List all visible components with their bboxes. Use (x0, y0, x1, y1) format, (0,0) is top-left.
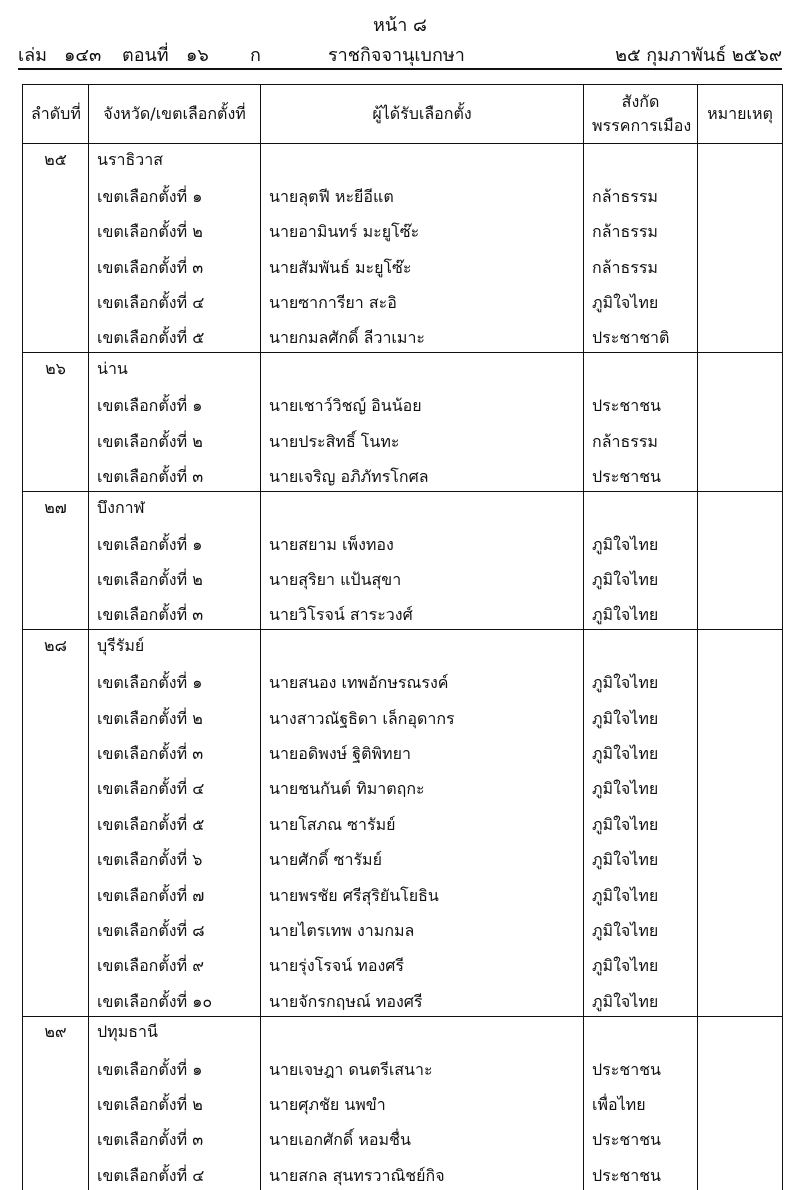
volume-label: เล่ม (18, 45, 48, 66)
party-cell: ประชาชน (584, 1154, 698, 1189)
province-party-empty (584, 353, 698, 385)
party-cell: ประชาชน (584, 1119, 698, 1154)
col-header-order: ลำดับที่ (23, 85, 89, 144)
remarks-cell (698, 420, 783, 455)
order-cell-empty (23, 559, 89, 594)
party-cell: ภูมิใจไทย (584, 559, 698, 594)
party-cell: ประชาชาติ (584, 317, 698, 353)
province-elected-empty (261, 1016, 584, 1048)
order-cell-empty (23, 420, 89, 455)
remarks-cell (698, 559, 783, 594)
order-cell-empty (23, 1048, 89, 1083)
order-cell-empty (23, 385, 89, 420)
table-row (23, 456, 783, 492)
col-header-party (584, 85, 698, 144)
order-cell-empty (23, 803, 89, 838)
order-cell-empty (23, 910, 89, 945)
district-cell: เขตเลือกตั้งที่ ๑ (89, 385, 261, 420)
district-cell: เขตเลือกตั้งที่ ๑ (89, 175, 261, 210)
remarks-cell (698, 662, 783, 697)
table-row (23, 594, 783, 630)
province-note-empty (698, 353, 783, 385)
table-row (23, 1048, 783, 1083)
remarks-cell (698, 697, 783, 732)
party-cell: ประชาชน (584, 1048, 698, 1083)
table-row (23, 874, 783, 909)
province-party-empty (584, 144, 698, 176)
party-cell: ภูมิใจไทย (584, 945, 698, 980)
table-header-row (23, 85, 783, 144)
elected-name-cell: นายพรชัย ศรีสุริยันโยธิน (261, 874, 584, 909)
elected-name-cell: นายศักดิ์ ซารัมย์ (261, 839, 584, 874)
order-cell-empty (23, 456, 89, 492)
table-body (23, 144, 783, 1190)
party-cell: ประชาชน (584, 385, 698, 420)
district-cell: เขตเลือกตั้งที่ ๓ (89, 456, 261, 492)
province-party-empty (584, 491, 698, 523)
table-row (23, 1084, 783, 1119)
district-cell: เขตเลือกตั้งที่ ๒ (89, 1084, 261, 1119)
province-number: ๒๗ (23, 491, 89, 523)
elected-name-cell: นายสยาม เพ็งทอง (261, 523, 584, 558)
elected-name-cell: นางสาวณัฐธิดา เล็กอุดากร (261, 697, 584, 732)
table-row (23, 175, 783, 210)
elected-name-cell: นายเอกศักดิ์ หอมชื่น (261, 1119, 584, 1154)
elected-members-table (22, 84, 783, 1190)
table-row (23, 697, 783, 732)
order-cell-empty (23, 175, 89, 210)
district-cell: เขตเลือกตั้งที่ ๑ (89, 1048, 261, 1083)
remarks-cell (698, 211, 783, 246)
province-note-empty (698, 630, 783, 662)
table-row (23, 559, 783, 594)
col-header-party-line2: พรรคการเมือง (592, 116, 692, 135)
remarks-cell (698, 803, 783, 838)
elected-name-cell: นายสนอง เทพอักษรณรงค์ (261, 662, 584, 697)
table-row (23, 803, 783, 838)
order-cell-empty (23, 523, 89, 558)
elected-name-cell: นายวิโรจน์ สาระวงศ์ (261, 594, 584, 630)
province-party-empty (584, 630, 698, 662)
district-cell: เขตเลือกตั้งที่ ๑๐ (89, 980, 261, 1016)
issue-date: ๒๕ กุมภาพันธ์ ๒๕๖๙ (615, 45, 782, 66)
elected-name-cell: นายลุตฟี หะยีอีแต (261, 175, 584, 210)
province-note-empty (698, 1016, 783, 1048)
province-note-empty (698, 144, 783, 176)
province-name: ปทุมธานี (89, 1016, 261, 1048)
gazette-title: ราชกิจจานุเบกษา (328, 45, 465, 66)
remarks-cell (698, 523, 783, 558)
elected-name-cell: นายเชาว์วิชญ์ อินน้อย (261, 385, 584, 420)
elected-name-cell: นายชนกันต์ ทิมาตฤกะ (261, 768, 584, 803)
table-row (23, 945, 783, 980)
order-cell-empty (23, 733, 89, 768)
elected-name-cell: นายจักรกฤษณ์ ทองศรี (261, 980, 584, 1016)
province-number: ๒๘ (23, 630, 89, 662)
table-row (23, 980, 783, 1016)
party-cell: ภูมิใจไทย (584, 282, 698, 317)
province-name: บุรีรัมย์ (89, 630, 261, 662)
order-cell-empty (23, 246, 89, 281)
party-cell: กล้าธรรม (584, 420, 698, 455)
party-cell: ภูมิใจไทย (584, 733, 698, 768)
elected-name-cell: นายอดิพงษ์ ฐิติพิทยา (261, 733, 584, 768)
elected-name-cell: นายประสิทธิ์ โนทะ (261, 420, 584, 455)
province-note-empty (698, 491, 783, 523)
remarks-cell (698, 733, 783, 768)
remarks-cell (698, 175, 783, 210)
district-cell: เขตเลือกตั้งที่ ๓ (89, 733, 261, 768)
district-cell: เขตเลือกตั้งที่ ๒ (89, 697, 261, 732)
district-cell: เขตเลือกตั้งที่ ๔ (89, 282, 261, 317)
elected-name-cell: นายไตรเทพ งามกมล (261, 910, 584, 945)
elected-name-cell: นายศุภชัย นพขำ (261, 1084, 584, 1119)
party-cell: กล้าธรรม (584, 211, 698, 246)
table-row (23, 385, 783, 420)
remarks-cell (698, 768, 783, 803)
part-label: ตอนที่ (122, 45, 169, 66)
party-cell: ภูมิใจไทย (584, 910, 698, 945)
province-row (23, 1016, 783, 1048)
province-elected-empty (261, 353, 584, 385)
table-row (23, 317, 783, 353)
table-row (23, 662, 783, 697)
header-rule (18, 68, 782, 70)
remarks-cell (698, 594, 783, 630)
remarks-cell (698, 1119, 783, 1154)
remarks-cell (698, 456, 783, 492)
district-cell: เขตเลือกตั้งที่ ๕ (89, 803, 261, 838)
party-cell: เพื่อไทย (584, 1084, 698, 1119)
part-suffix: ก (250, 45, 261, 66)
district-cell: เขตเลือกตั้งที่ ๑ (89, 662, 261, 697)
remarks-cell (698, 1048, 783, 1083)
table-row (23, 211, 783, 246)
district-cell: เขตเลือกตั้งที่ ๖ (89, 839, 261, 874)
province-name: น่าน (89, 353, 261, 385)
table-row (23, 910, 783, 945)
district-cell: เขตเลือกตั้งที่ ๘ (89, 910, 261, 945)
party-cell: ภูมิใจไทย (584, 594, 698, 630)
order-cell-empty (23, 211, 89, 246)
elected-name-cell: นายอามินทร์ มะยูโซ๊ะ (261, 211, 584, 246)
province-number: ๒๖ (23, 353, 89, 385)
remarks-cell (698, 1084, 783, 1119)
district-cell: เขตเลือกตั้งที่ ๓ (89, 1119, 261, 1154)
order-cell-empty (23, 768, 89, 803)
district-cell: เขตเลือกตั้งที่ ๑ (89, 523, 261, 558)
district-cell: เขตเลือกตั้งที่ ๔ (89, 1154, 261, 1189)
elected-name-cell: นายรุ่งโรจน์ ทองศรี (261, 945, 584, 980)
party-cell: กล้าธรรม (584, 175, 698, 210)
order-cell-empty (23, 945, 89, 980)
province-row (23, 630, 783, 662)
district-cell: เขตเลือกตั้งที่ ๒ (89, 559, 261, 594)
order-cell-empty (23, 697, 89, 732)
district-cell: เขตเลือกตั้งที่ ๒ (89, 211, 261, 246)
remarks-cell (698, 246, 783, 281)
party-cell: ภูมิใจไทย (584, 980, 698, 1016)
elected-name-cell: นายกมลศักดิ์ ลีวาเมาะ (261, 317, 584, 353)
table-row (23, 839, 783, 874)
party-cell: ประชาชน (584, 456, 698, 492)
order-cell-empty (23, 594, 89, 630)
remarks-cell (698, 1154, 783, 1189)
elected-name-cell: นายสุริยา แป้นสุขา (261, 559, 584, 594)
table-row (23, 282, 783, 317)
remarks-cell (698, 980, 783, 1016)
table-row (23, 1119, 783, 1154)
remarks-cell (698, 874, 783, 909)
remarks-cell (698, 910, 783, 945)
remarks-cell (698, 317, 783, 353)
table-row (23, 246, 783, 281)
order-cell-empty (23, 662, 89, 697)
order-cell-empty (23, 317, 89, 353)
district-cell: เขตเลือกตั้งที่ ๗ (89, 874, 261, 909)
col-header-remarks: หมายเหตุ (698, 85, 783, 144)
remarks-cell (698, 839, 783, 874)
part-number: ๑๖ (186, 45, 209, 66)
province-row (23, 144, 783, 176)
province-row (23, 353, 783, 385)
table-row (23, 768, 783, 803)
district-cell: เขตเลือกตั้งที่ ๓ (89, 594, 261, 630)
table-row (23, 1154, 783, 1189)
remarks-cell (698, 945, 783, 980)
province-party-empty (584, 1016, 698, 1048)
order-cell-empty (23, 1154, 89, 1189)
elected-name-cell: นายสัมพันธ์ มะยูโซ๊ะ (261, 246, 584, 281)
province-name: นราธิวาส (89, 144, 261, 176)
province-elected-empty (261, 630, 584, 662)
district-cell: เขตเลือกตั้งที่ ๕ (89, 317, 261, 353)
party-cell: ภูมิใจไทย (584, 768, 698, 803)
party-cell: ภูมิใจไทย (584, 662, 698, 697)
district-cell: เขตเลือกตั้งที่ ๒ (89, 420, 261, 455)
order-cell-empty (23, 874, 89, 909)
table-row (23, 733, 783, 768)
province-elected-empty (261, 144, 584, 176)
province-row (23, 491, 783, 523)
col-header-province-district: จังหวัด/เขตเลือกตั้งที่ (89, 85, 261, 144)
table-row (23, 420, 783, 455)
province-number: ๒๕ (23, 144, 89, 176)
district-cell: เขตเลือกตั้งที่ ๔ (89, 768, 261, 803)
order-cell-empty (23, 282, 89, 317)
elected-name-cell: นายสกล สุนทรวาณิชย์กิจ (261, 1154, 584, 1189)
remarks-cell (698, 282, 783, 317)
elected-name-cell: นายเจริญ อภิภัทรโกศล (261, 456, 584, 492)
party-cell: กล้าธรรม (584, 246, 698, 281)
party-cell: ภูมิใจไทย (584, 874, 698, 909)
page-number: หน้า ๘ (373, 15, 427, 36)
order-cell-empty (23, 839, 89, 874)
province-elected-empty (261, 491, 584, 523)
party-cell: ภูมิใจไทย (584, 697, 698, 732)
volume-number: ๑๔๓ (64, 45, 102, 66)
party-cell: ภูมิใจไทย (584, 839, 698, 874)
order-cell-empty (23, 1119, 89, 1154)
province-name: บึงกาฬ (89, 491, 261, 523)
province-number: ๒๙ (23, 1016, 89, 1048)
col-header-party-line1: สังกัด (621, 92, 660, 111)
party-cell: ภูมิใจไทย (584, 803, 698, 838)
table-row (23, 523, 783, 558)
order-cell-empty (23, 980, 89, 1016)
col-header-elected: ผู้ได้รับเลือกตั้ง (261, 85, 584, 144)
elected-name-cell: นายโสภณ ซารัมย์ (261, 803, 584, 838)
district-cell: เขตเลือกตั้งที่ ๙ (89, 945, 261, 980)
district-cell: เขตเลือกตั้งที่ ๓ (89, 246, 261, 281)
elected-name-cell: นายซาการียา สะอิ (261, 282, 584, 317)
elected-name-cell: นายเจษฎา ดนตรีเสนาะ (261, 1048, 584, 1083)
order-cell-empty (23, 1084, 89, 1119)
remarks-cell (698, 385, 783, 420)
party-cell: ภูมิใจไทย (584, 523, 698, 558)
